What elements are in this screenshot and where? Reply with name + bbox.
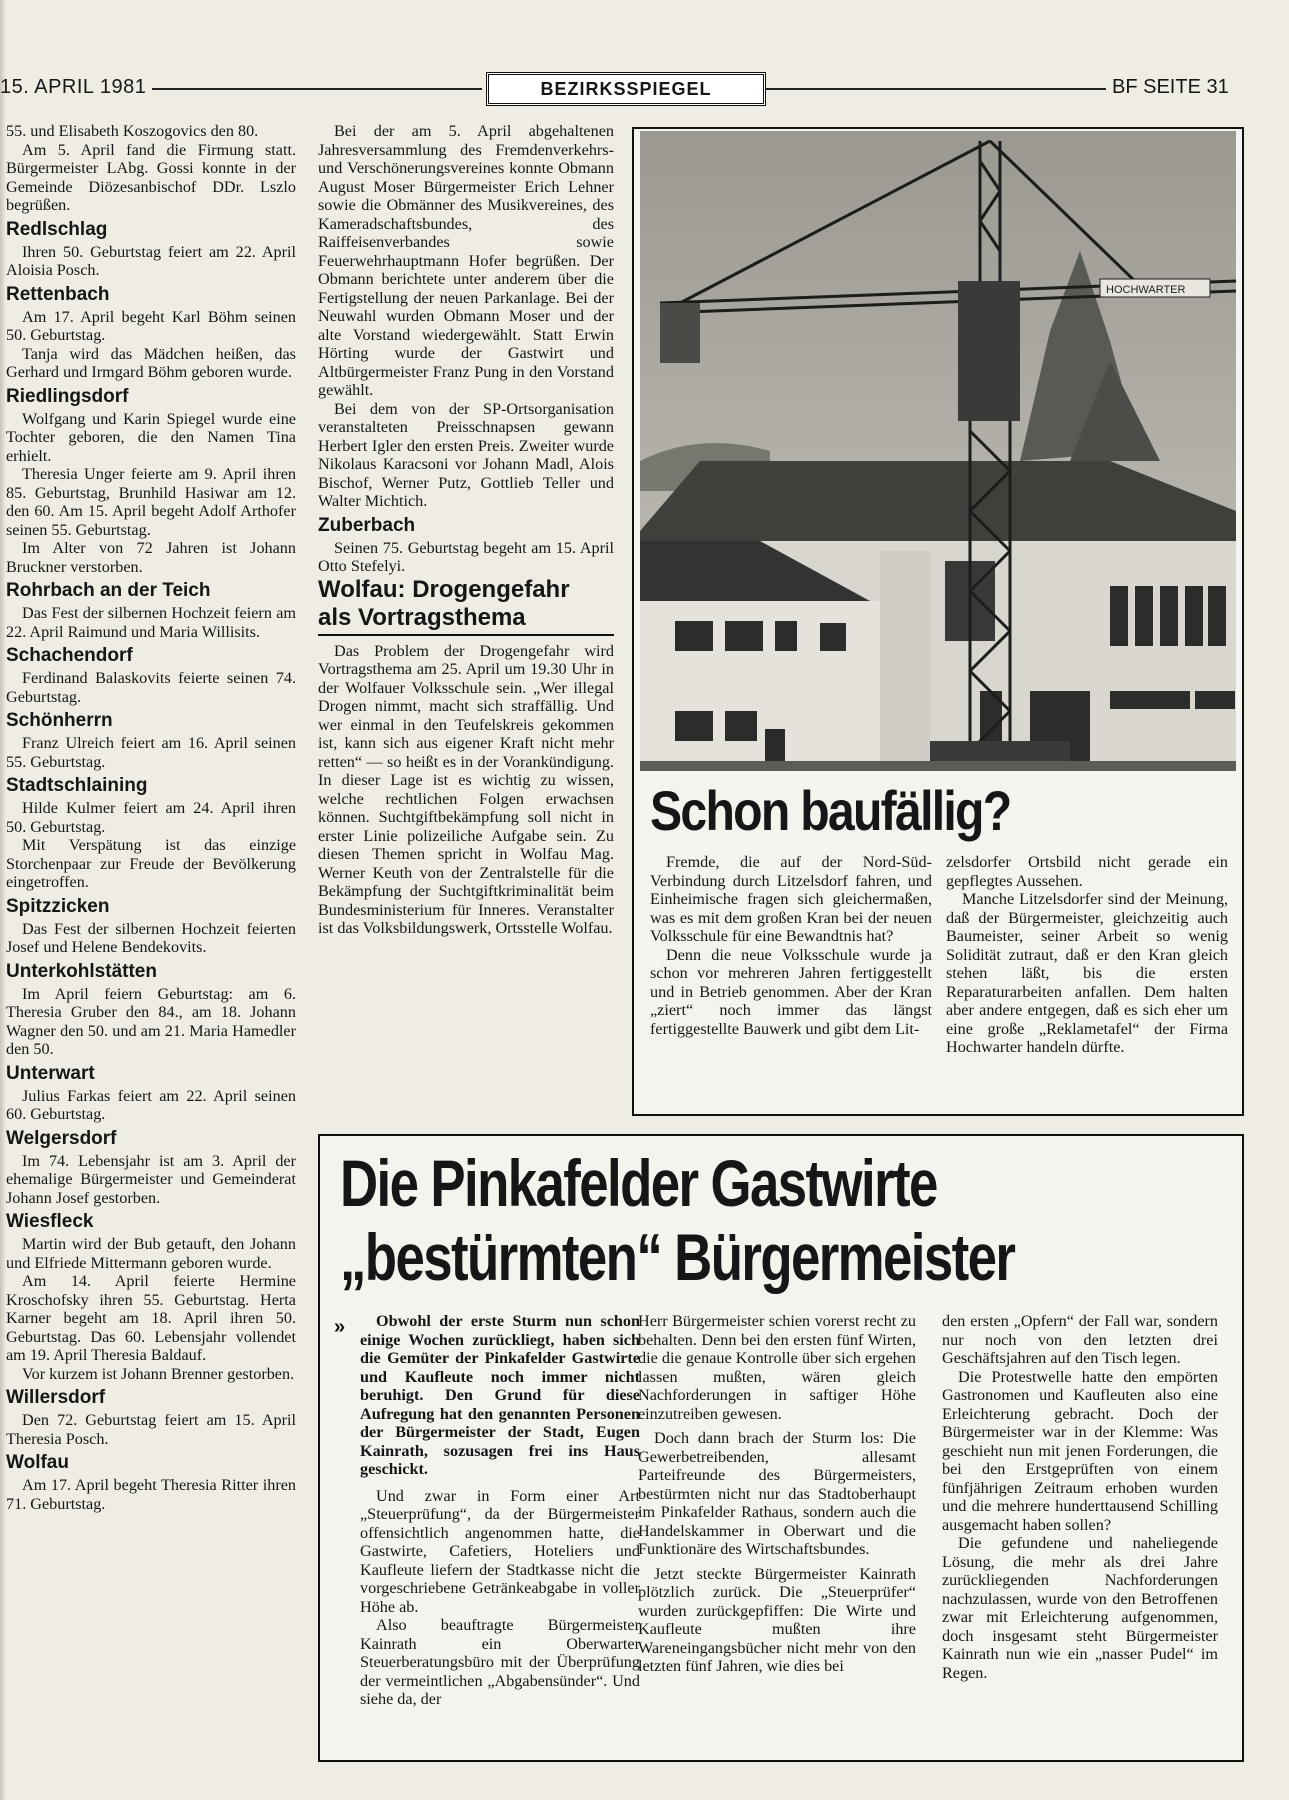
- pinkafeld-headline: [340, 1146, 1044, 1294]
- header-rule-left: [152, 88, 482, 90]
- village-heading: Rettenbach: [6, 283, 110, 305]
- notice-paragraph: Theresia Unger feierte am 9. April ihren 85. Geburtstag, Brunhild Hasiwar am 12. den 60. Am 15. April begeht Adolf Arthofer seinen 55. Geburtstag.: [6, 465, 296, 539]
- wolfau-article-text: Das Problem der Drogengefahr wird Vortragsthema am 25. April um 19.30 Uhr in der Wolfauer Volksschule sein. „Wer illegal Drogen nimmt, macht sich straffällig. Und wer einmal in den Teufelskreis gekommen ist, kann sich aus eigener Kraft nicht mehr retten“ — so heißt es in der Vorankündigung. In dieser Lage ist es wichtig zu wissen, welche rechtlichen Folgen erwachsen können. Suchtgiftbekämpfung soll nicht in erster Linie polizeiliche Aufgabe sein. Zu diesen Themen spricht in Wolfau Mag. Werner Keuth von der Zentralstelle für die Bekämpfung der Suchtgiftkriminalität beim Bundesministerium für Inneres. Veranstalter ist das Volksbildungswerk, Ortsstelle Wolfau.: [318, 641, 614, 937]
- village-heading: Rohrbach an der Teich: [6, 580, 211, 601]
- village-heading: Willersdorf: [6, 1387, 106, 1408]
- pinkafeld-paragraph: Die Protestwelle hatte den empörten Gastronomen und Kaufleuten also eine Erleichterung gebracht. Doch der Bürgermeister war in der Klemme: Was geschieht nun mit jenen Forderungen, die bei den Erstgeprüften von einem fünfjährigen Zeitraum erhoben wurden und die mehrere hunderttausend Schilling ausgemacht haben sollen?: [942, 1367, 1218, 1534]
- wolfau-headline-line2: als Vortragsthema: [318, 603, 526, 631]
- notice-paragraph: Mit Verspätung ist das einzige Storchenpaar zur Freude der Bevölkerung eingetroffen.: [6, 836, 296, 891]
- pinkafeld-headline-line2: „bestürmten“ Bürgermeister: [340, 1220, 1015, 1294]
- wolfau-headline: [318, 576, 614, 632]
- village-heading: Unterwart: [6, 1062, 95, 1084]
- village-heading: Schönherrn: [6, 710, 113, 731]
- pinkafeld-lead-paragraph: Obwohl der erste Sturm nun schon einige Wochen zurückliegt, haben sich die Gemüter der Pinkafelder Gastwirte und Kaufleute noch immer nicht beruhigt. Den Grund für diese Aufregung hat den genannten Personen der Bürgermeister der Stadt, Eugen Kainrath, sozusagen frei ins Haus geschickt.: [360, 1312, 640, 1478]
- notice-paragraph: Das Fest der silbernen Hochzeit feierten Josef und Helene Bendekovits.: [6, 919, 296, 956]
- school-crane-photo: [640, 131, 1236, 771]
- pinkafeld-paragraph: Die gefundene und naheliegende Lösung, die mehr als drei Jahre zurückliegenden Nachforderungen nachzulassen, wurde von den Betroffenen zwar mit Erleichterung aufgenommen, doch insgesamt steht Bürgermeister Kainrath nun wie ein „nasser Pudel“ im Regen.: [942, 1534, 1218, 1682]
- pinkafeld-headline-line1: Die Pinkafelder Gastwirte: [340, 1146, 937, 1220]
- notice-paragraph: Seinen 75. Geburtstag begeht am 15. April Otto Stefelyi.: [318, 538, 614, 575]
- notice-paragraph: Den 72. Geburtstag feiert am 15. April Theresia Posch.: [6, 1411, 296, 1448]
- lead-marker: »: [334, 1316, 346, 1338]
- pinkafeld-column-3: [942, 1312, 1218, 1682]
- notice-paragraph: Wolfgang und Karin Spiegel wurde eine Tochter geboren, die den Namen Tina erhielt.: [6, 409, 296, 465]
- pinkafeld-paragraph: Also beauftragte Bürgermeister Kainrath ein Oberwarter Steuerberatungsbüro mit der Überprüfung der vermeintlichen „Abgabensünder“. Und siehe da, der: [360, 1616, 640, 1708]
- pinkafeld-paragraph: Und zwar in Form einer Art „Steuerprüfung“, da der Bürgermeister offensichtlich angenommen hatte, die Gastwirte, Cafetiers, Hoteliers und Kaufleute liefern der Stadtkasse nicht die vorgeschriebene Getränkeabgabe in voller Höhe ab.: [360, 1486, 640, 1616]
- village-heading: Wolfau: [6, 1452, 69, 1473]
- village-heading: Riedlingsdorf: [6, 385, 129, 407]
- wolfau-headline-line1: Wolfau: Drogengefahr: [318, 575, 570, 603]
- crane-headline: Schon baufällig?: [650, 779, 1011, 842]
- notice-paragraph: Das Fest der silbernen Hochzeit feiern am 22. April Raimund und Maria Willisits.: [6, 604, 296, 641]
- notice-paragraph: Franz Ulreich feiert am 16. April seinen 55. Geburtstag.: [6, 734, 296, 771]
- notice-paragraph: Im Alter von 72 Jahren ist Johann Bruckner verstorben.: [6, 539, 296, 576]
- notice-paragraph: Hilde Kulmer feiert am 24. April ihren 50. Geburtstag.: [6, 799, 296, 836]
- pinkafeld-paragraph: Herr Bürgermeister schien vorerst recht zu behalten. Denn bei den ersten fünf Wirten, die die genaue Kontrolle über sich ergehen lassen mußten, wären gleich Nachforderungen in saftiger Höhe einzutreiben gewesen.: [638, 1312, 916, 1423]
- notice-paragraph: Ferdinand Balaskovits feierte seinen 74. Geburtstag.: [6, 669, 296, 706]
- crane-paragraph: Manche Litzelsdorfer sind der Meinung, daß der Bürgermeister, gleichzeitig auch Baumeister, seiner Arbeit so wenig Solidität zutraut, daß er den Kran gleich stehen läßt, bis die ersten Reparaturarbeiten anfallen. Dem halten aber andere entgegen, daß es sich eher um eine große „Reklametafel“ der Firma Hochwarter handeln dürfte.: [946, 890, 1228, 1056]
- village-heading: Spitzzicken: [6, 895, 110, 917]
- crane-text-left: [650, 853, 932, 1038]
- card-tournament-report: Bei dem von der SP-Ortsorganisation veranstalteten Preisschnapsen gewann Herbert Igler den ersten Preis. Zweiter wurde Nikolaus Karacsoni vor Johann Madl, Alois Bischof, Werner Putz, Gottlieb Teller und Walter Michtich.: [318, 399, 614, 510]
- pinkafeld-story: [318, 1134, 1244, 1762]
- village-heading: Stadtschlaining: [6, 775, 148, 796]
- crane-paragraph: Denn die neue Volksschule wurde ja schon vor mehreren Jahren fertiggestellt und in Betrieb genommen. Aber der Kran „ziert“ noch immer das längst fertiggestellte Bauwerk und gibt dem Lit-: [650, 945, 932, 1038]
- village-heading: Welgersdorf: [6, 1127, 117, 1149]
- section-title: BEZIRKSSPIEGEL: [486, 72, 766, 106]
- pinkafeld-column-1: [360, 1312, 640, 1709]
- second-column: [318, 122, 614, 1122]
- notice-paragraph: Julius Farkas feiert am 22. April seinen 60. Geburtstag.: [6, 1086, 296, 1123]
- notice-paragraph: Im April feiern Geburtstag: am 6. Theresia Gruber den 84., am 18. Johann Wagner den 50. und am 21. Maria Hamedler den 50.: [6, 984, 296, 1058]
- page-number: BF SEITE 31: [1112, 76, 1229, 98]
- village-heading: Schachendorf: [6, 645, 133, 666]
- village-heading: Redlschlag: [6, 218, 108, 240]
- notice-paragraph: Tanja wird das Mädchen heißen, das Gerhard und Irmgard Böhm geboren wurde.: [6, 344, 296, 381]
- local-notices-column: [6, 122, 296, 1762]
- village-heading: Wiesfleck: [6, 1211, 94, 1232]
- page-header: [0, 70, 1245, 106]
- crane-paragraph: zelsdorfer Ortsbild nicht gerade ein gepflegtes Aussehen.: [946, 853, 1228, 890]
- notice-paragraph: Ihren 50. Geburtstag feiert am 22. April Aloisia Posch.: [6, 242, 296, 279]
- crane-sign-text: HOCHWARTER: [1106, 284, 1186, 296]
- pinkafeld-paragraph: den ersten „Opfern“ der Fall war, sondern nur noch von den letzten drei Geschäftsjahren auf den Tisch legen.: [942, 1312, 1218, 1367]
- crane-paragraph: Fremde, die auf der Nord-Süd-Verbindung durch Litzelsdorf fahren, und Einheimische fragen sich gleichermaßen, was es mit dem großen Kran bei der neuen Volksschule für eine Bewandtnis hat?: [650, 853, 932, 945]
- pinkafeld-paragraph: Jetzt steckte Bürgermeister Kainrath plötzlich zurück. Die „Steuerprüfer“ wurden zurückgepfiffen: Die Wirte und Kaufleute mußten ihre Wareneingangsbücher nicht mehr von den letzten fünf Jahren, wie dies bei: [638, 1564, 916, 1675]
- pinkafeld-paragraph: Doch dann brach der Sturm los: Die Gewerbetreibenden, allesamt Parteifreunde des Bürgermeisters, bestürmten nicht nur das Stadtoberhaupt im Pinkafelder Rathaus, sondern auch die Handelskammer in Oberwart und die Funktionäre des Wirtschaftsbundes.: [638, 1429, 916, 1558]
- notice-paragraph: Am 17. April begeht Theresia Ritter ihren 71. Geburtstag.: [6, 1476, 296, 1513]
- crane-photo-story: [632, 127, 1244, 1116]
- header-rule-right: [766, 88, 1106, 90]
- photo-illustration: [640, 131, 1236, 771]
- village-heading: Zuberbach: [318, 514, 416, 536]
- notice-paragraph: Vor kurzem ist Johann Brenner gestorben.: [22, 1364, 295, 1383]
- notice-paragraph: Am 5. April fand die Firmung statt. Bürgermeister LAbg. Gossi konnte in der Gemeinde Diözesanbischof DDr. Lszlo begrüßen.: [6, 140, 296, 214]
- crane-text-right: [946, 853, 1228, 1057]
- notice-paragraph: Martin wird der Bub getauft, den Johann und Elfriede Mittermann geboren wurde.: [6, 1235, 296, 1272]
- notice-paragraph: Am 14. April feierte Hermine Kroschofsky ihren 55. Geburtstag. Herta Karner begeht am 18. April ihren 50. Geburtstag. Das 60. Lebensjahr vollendet am 19. April Theresia Baldauf.: [6, 1272, 296, 1364]
- village-heading: Unterkohlstätten: [6, 960, 157, 982]
- notice-paragraph: Im 74. Lebensjahr ist am 3. April der ehemalige Bürgermeister und Gemeinderat Johann Josef gestorben.: [6, 1151, 296, 1207]
- association-report: Bei der am 5. April abgehaltenen Jahresversammlung des Fremdenverkehrs- und Verschönerungsvereines konnte Obmann August Moser Bürgermeister Erich Lehner sowie die Obmänner des Musikvereines, des Kameradschaftsbundes, des Raiffeisenverbandes sowie Feuerwehrhauptmann Hofer begrüßen. Der Obmann berichtete unter anderem über die Fertigstellung der neuen Parkanlage. Bei der Neuwahl wurden Obmann Moser und der alte Vorstand wiedergewählt. Statt Erwin Hörting wurde der Gastwirt und Altbürgermeister Franz Pung in den Vorstand gewählt.: [318, 122, 614, 399]
- notice-paragraph: Am 17. April begeht Karl Böhm seinen 50. Geburtstag.: [6, 307, 296, 344]
- pinkafeld-column-2: [638, 1312, 916, 1676]
- issue-date: 15. APRIL 1981: [0, 76, 147, 98]
- headline-rule: [318, 634, 614, 636]
- notice-paragraph: 55. und Elisabeth Koszogovics den 80.: [6, 122, 259, 140]
